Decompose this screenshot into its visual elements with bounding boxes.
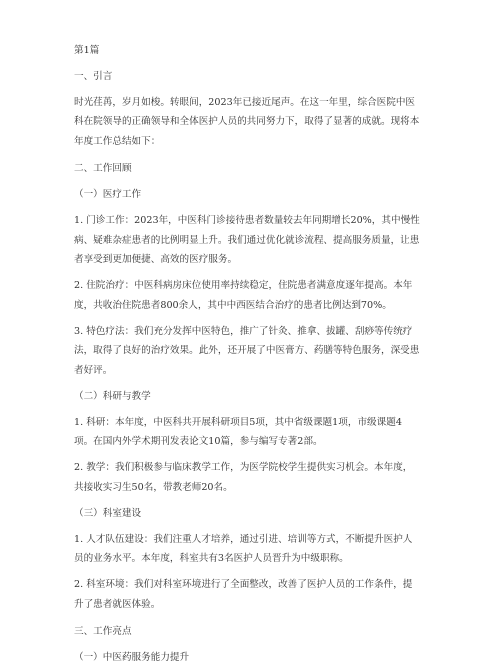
subsection-title-research-teaching: （二）科研与教学 (74, 390, 151, 402)
subsection-title-medical: （一）医疗工作 (74, 189, 142, 200)
paragraph-line: 者好评。 (74, 364, 113, 376)
paragraph-line: 项。在国内外学术期刊发表论文10篇，参与编写专著2部。 (74, 436, 323, 447)
department-item-talent (74, 530, 442, 569)
medical-item-outpatient (74, 211, 442, 270)
paragraph-line: 2. 科室环境：我们对科室环境进行了全面整改，改善了医护人员的工作条件，提 (74, 579, 413, 590)
section-title-introduction: 一、引言 (74, 70, 113, 82)
section-title-work-review: 二、工作回顾 (74, 163, 132, 174)
paragraph-line: 度，共收治住院患者800余人，其中中西医结合治疗的患者比例达到70%。 (74, 299, 392, 311)
paragraph-line: 法，取得了良好的治疗效果。此外，还开展了中医膏方、药膳等特色服务，深受患 (74, 345, 420, 356)
paragraph-line: 共接收实习生50名，带教老师20名。 (74, 481, 233, 493)
paragraph-line: 1. 科研：本年度，中医科共开展科研项目5项，其中省级课题1项，市级课题4 (74, 416, 402, 428)
paragraph-line: 2. 教学：我们积极参与临床教学工作，为医学院校学生提供实习机会。本年度， (74, 462, 413, 473)
intro-paragraph (74, 93, 442, 152)
paragraph-line: 员的业务水平。本年度，科室共有3名医护人员晋升为中级职称。 (74, 553, 349, 564)
subsection-title-department: （三）科室建设 (74, 507, 142, 519)
section-title-highlights: 三、工作亮点 (74, 626, 132, 637)
paragraph-line: 2. 住院治疗：中医科病房床位使用率持续稳定，住院患者满意度逐年提高。本年 (74, 280, 413, 291)
medical-item-special-therapy (74, 322, 442, 381)
paragraph-line: 时光荏苒，岁月如梭。转眼间，2023年已接近尾声。在这一年里，综合医院中医 (74, 96, 416, 108)
subsection-title-tcm-service: （一）中医药服务能力提升 (74, 652, 190, 663)
paragraph-line: 者享受到更加便捷、高效的医疗服务。 (74, 254, 238, 265)
paragraph-line: 升了患者就医体验。 (74, 598, 161, 610)
paragraph-line: 1. 门诊工作：2023年，中医科门诊接待患者数量较去年同期增长20%，其中慢性 (74, 215, 420, 226)
paragraph-line: 病、疑难杂症患者的比例明显上升。我们通过优化就诊流程、提高服务质量，让患 (74, 234, 420, 246)
department-item-environment (74, 575, 442, 614)
document-heading: 第1篇 (74, 45, 100, 56)
paragraph-line: 1. 人才队伍建设：我们注重人才培养，通过引进、培训等方式，不断提升医护人 (74, 533, 413, 545)
paragraph-line: 年度工作总结如下： (74, 135, 161, 147)
paragraph-line: 3. 特色疗法：我们充分发挥中医特色，推广了针灸、推拿、拔罐、刮痧等传统疗 (74, 325, 413, 337)
paragraph-line: 科在院领导的正确领导和全体医护人员的共同努力下，取得了显著的成就。现将本 (74, 116, 420, 127)
research-item (74, 413, 442, 452)
teaching-item (74, 458, 442, 497)
medical-item-inpatient (74, 276, 442, 315)
